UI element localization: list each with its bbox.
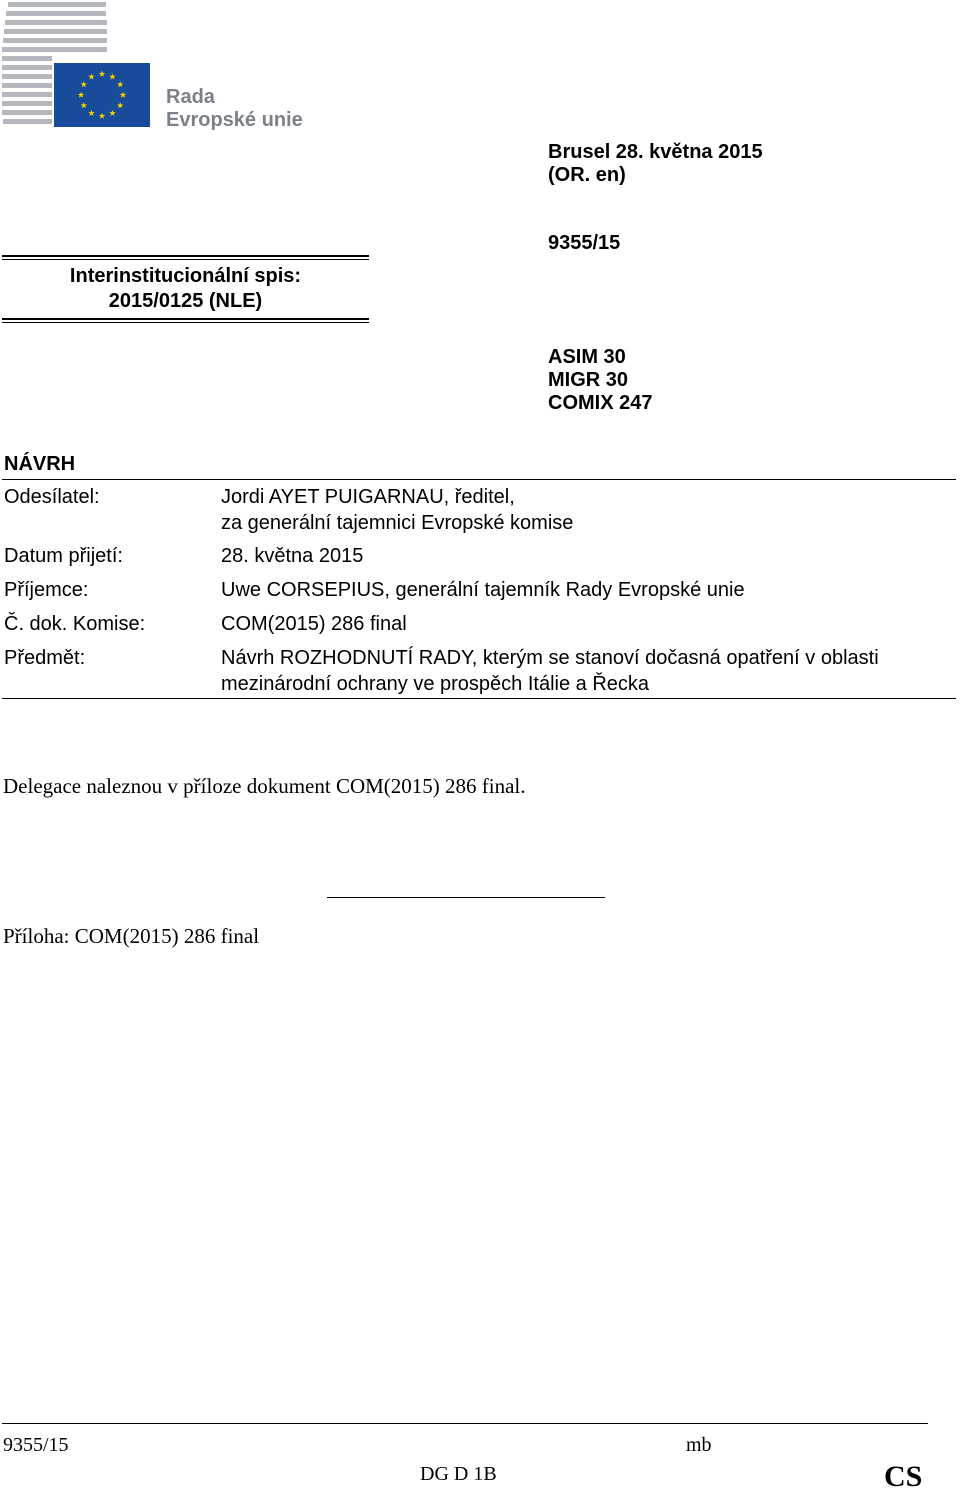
divider: [2, 318, 369, 320]
document-number: 9355/15: [548, 232, 621, 254]
receipt-date-value: 28. května 2015: [221, 545, 364, 567]
body-paragraph: Delegace naleznou v příloze dokument COM(2015) 286 final.: [3, 774, 526, 798]
interinstitutional-value: 2015/0125 (NLE): [108, 290, 263, 312]
recipient-value: Uwe CORSEPIUS, generální tajemník Rady Evropské unie: [221, 579, 745, 601]
subject-line: mezinárodní ochrany ve prospěch Itálie a Řecka: [221, 673, 650, 695]
divider: [2, 259, 369, 260]
original-language: (OR. en): [548, 164, 626, 186]
code-comix: COMIX 247: [548, 392, 653, 414]
divider: [2, 479, 956, 480]
receipt-date-label: Datum přijetí:: [4, 545, 123, 567]
attachment-line: Příloha: COM(2015) 286 final: [3, 924, 260, 948]
sender-line: Jordi AYET PUIGARNAU, ředitel,: [221, 486, 515, 508]
council-logo-text: [166, 86, 303, 132]
interinstitutional-label: Interinstitucionální spis:: [69, 265, 302, 287]
footer-language: CS: [884, 1460, 923, 1493]
commission-doc-label: Č. dok. Komise:: [4, 613, 146, 635]
code-asim: ASIM 30: [548, 346, 626, 368]
sender-label: Odesílatel:: [4, 486, 100, 508]
code-migr: MIGR 30: [548, 369, 629, 391]
proposal-heading: NÁVRH: [4, 453, 76, 475]
closing-line: [327, 897, 605, 898]
sender-line: za generální tajemnici Evropské komise: [221, 512, 574, 534]
footer-doc-number: 9355/15: [3, 1434, 69, 1456]
footer-rule: [2, 1423, 928, 1424]
date-line: Brusel 28. května 2015: [548, 141, 763, 163]
subject-value: [221, 645, 879, 697]
recipient-label: Příjemce:: [4, 579, 89, 601]
commission-doc-value: COM(2015) 286 final: [221, 613, 407, 635]
logo-line-1: Rada: [166, 86, 215, 108]
interinstitutional-file: [2, 264, 369, 314]
footer-department: DG D 1B: [420, 1463, 497, 1485]
footer-initials: mb: [686, 1434, 712, 1456]
eu-flag-icon: [54, 63, 150, 127]
subject-line: Návrh ROZHODNUTÍ RADY, kterým se stanoví dočasná opatření v oblasti: [221, 647, 879, 669]
divider: [2, 698, 956, 699]
sender-value: [221, 484, 573, 536]
classification-codes: [548, 346, 652, 415]
divider: [2, 255, 369, 257]
divider: [2, 322, 369, 323]
subject-label: Předmět:: [4, 647, 86, 669]
logo-line-2: Evropské unie: [166, 109, 303, 131]
